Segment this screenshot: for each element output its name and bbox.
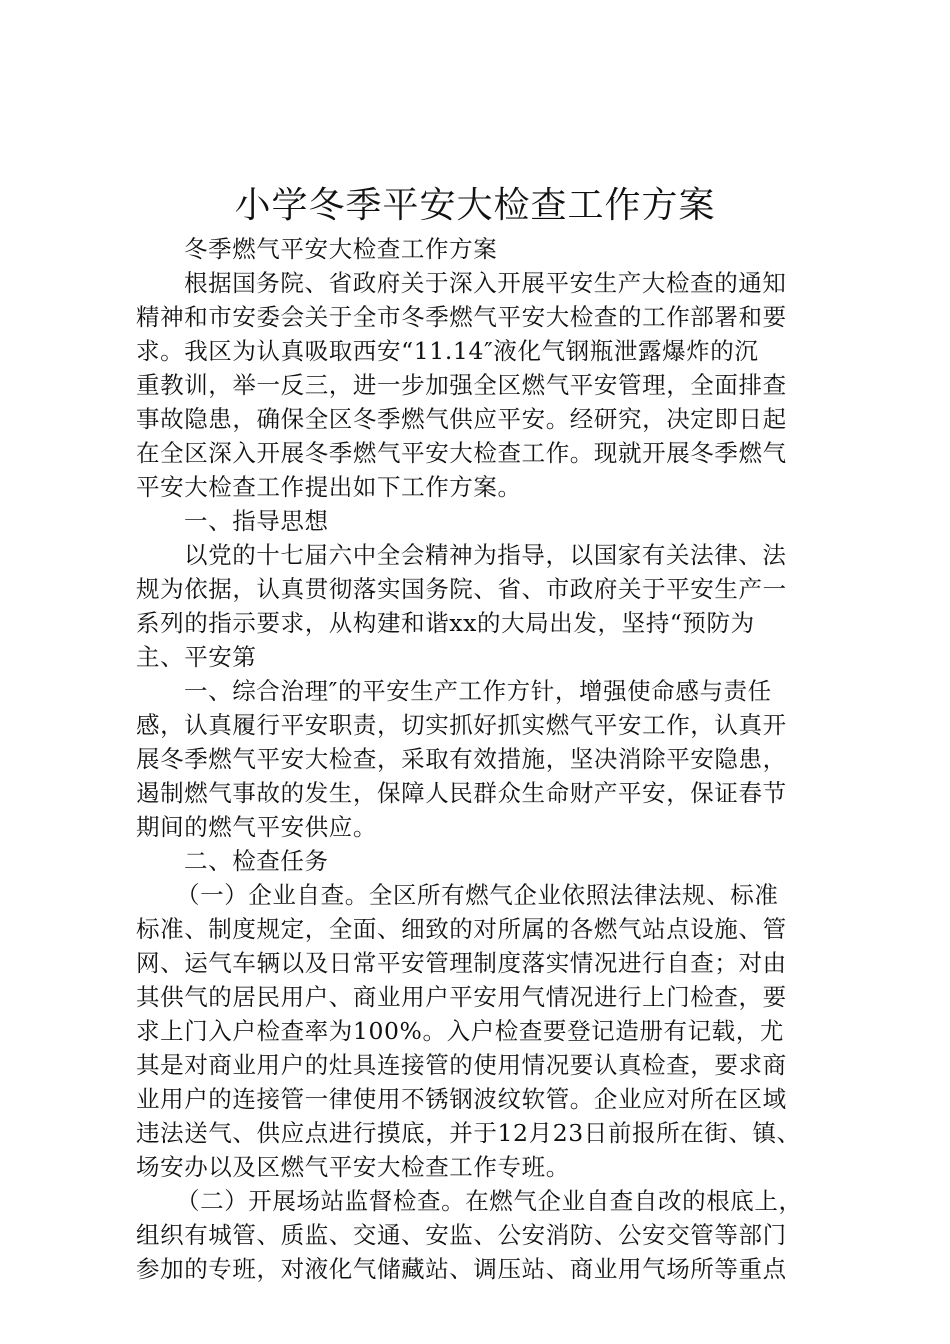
text-line: 展冬季燃气平安大检查，采取有效措施，坚决消除平安隐患，: [136, 745, 787, 773]
text-line: 期间的燃气平安供应。: [136, 813, 377, 841]
text-line: 感，认真履行平安职责，切实抓好抓实燃气平安工作，认真开: [136, 711, 787, 739]
text-line: 系列的指示要求，从构建和谐xx的大局出发，坚持“预防为: [136, 609, 755, 637]
text-line: （一）企业自查。全区所有燃气企业依照法律法规、标准: [176, 881, 779, 909]
text-line: 根据国务院、省政府关于深入开展平安生产大检查的通知: [184, 269, 787, 297]
document-body: [136, 232, 836, 1286]
text-line: 平安大检查工作提出如下工作方案。: [136, 473, 522, 501]
text-line: （二）开展场站监督检查。在燃气企业自查自改的根底上，: [176, 1187, 803, 1215]
text-line: 事故隐患，确保全区冬季燃气供应平安。经研究，决定即日起: [136, 405, 787, 433]
text-line: 在全区深入开展冬季燃气平安大检查工作。现就开展冬季燃气: [136, 439, 787, 467]
text-line: 场安办以及区燃气平安大检查工作专班。: [136, 1153, 570, 1181]
text-line: 主、平安第: [136, 643, 257, 671]
text-line: 求上门入户检查率为100%。入户检查要登记造册有记载，尤: [136, 1017, 784, 1045]
text-line: 重教训，举一反三，进一步加强全区燃气平安管理，全面排查: [136, 371, 787, 399]
text-line: 违法送气、供应点进行摸底，并于12月23日前报所在街、镇、: [136, 1119, 801, 1147]
text-line: 遏制燃气事故的发生，保障人民群众生命财产平安，保证春节: [136, 779, 787, 807]
text-line: 组织有城管、质监、交通、安监、公安消防、公安交管等部门: [136, 1221, 787, 1249]
text-line: 标准、制度规定，全面、细致的对所属的各燃气站点设施、管: [136, 915, 787, 943]
text-line: 以党的十七届六中全会精神为指导，以国家有关法律、法: [184, 541, 787, 569]
text-line: 参加的专班，对液化气储藏站、调压站、商业用气场所等重点: [136, 1255, 787, 1283]
document-title: 小学冬季平安大检查工作方案: [234, 185, 716, 226]
text-line: 求。我区为认真吸取西安“11.14″液化气钢瓶泄露爆炸的沉: [136, 337, 759, 365]
text-line: 规为依据，认真贯彻落实国务院、省、市政府关于平安生产一: [136, 575, 787, 603]
text-line: 冬季燃气平安大检查工作方案: [184, 235, 498, 263]
text-line: 网、运气车辆以及日常平安管理制度落实情况进行自查；对由: [136, 949, 787, 977]
text-line: 其是对商业用户的灶具连接管的使用情况要认真检查，要求商: [136, 1051, 787, 1079]
text-line: 一、综合治理″的平安生产工作方针，增强使命感与责任: [184, 677, 772, 705]
text-line: 其供气的居民用户、商业用户平安用气情况进行上门检查，要: [136, 983, 787, 1011]
text-line: 一、指导思想: [184, 507, 329, 535]
text-line: 二、检查任务: [184, 847, 329, 875]
text-line: 业用户的连接管一律使用不锈钢波纹软管。企业应对所在区域: [136, 1085, 787, 1113]
text-line: 精神和市安委会关于全市冬季燃气平安大检查的工作部署和要: [136, 303, 787, 331]
